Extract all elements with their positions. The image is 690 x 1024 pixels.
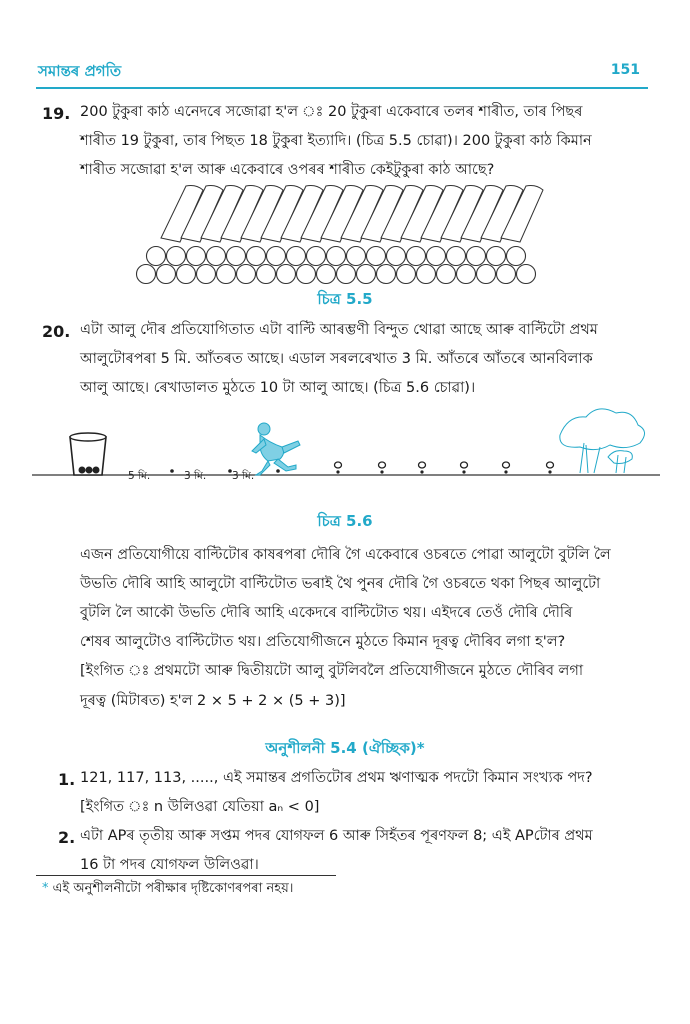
log-end xyxy=(147,247,166,266)
potato-icon xyxy=(461,462,468,468)
log-end xyxy=(327,247,346,266)
question-20-text xyxy=(80,316,598,403)
question-19-line: শাৰীত সজোৱা হ'ল আৰু একেবাৰে ওপৰৰ শাৰীত কেইটুকুৰা কাঠ আছে? xyxy=(80,162,495,178)
hint-line: [ইংগিত ঃ প্ৰথমটো আৰু দ্বিতীয়টো আলু বুটলিবলৈ প্ৰতিযোগীজনে মুঠতে দৌৰিব লগা xyxy=(80,663,584,679)
log-end xyxy=(227,247,246,266)
log-end xyxy=(277,265,296,284)
log-end xyxy=(267,247,286,266)
log-end xyxy=(437,265,456,284)
footnote xyxy=(42,879,293,900)
potato-icon xyxy=(335,462,342,468)
exercise-1-text xyxy=(80,764,593,822)
log-end xyxy=(407,247,426,266)
exercise-2-text xyxy=(80,822,593,880)
log-pile-figure xyxy=(130,178,550,288)
potato-mark xyxy=(380,470,383,473)
exercise-1-line: 121, 117, 113, ....., এই সমান্তৰ প্ৰগতিটোৰ প্ৰথম ঋণাত্মক পদটো কিমান সংখ্যক পদ? xyxy=(80,770,593,786)
distance-mark xyxy=(276,469,280,473)
log-end xyxy=(497,265,516,284)
potato-row xyxy=(335,462,554,474)
log-end xyxy=(447,247,466,266)
log-end xyxy=(217,265,236,284)
question-19-line: 200 টুকুৰা কাঠ এনেদৰে সজোৱা হ'ল ঃ 20 টুকুৰা একেবাৰে তলৰ শাৰীত, তাৰ পিছৰ xyxy=(80,104,583,120)
potato-mark xyxy=(462,470,465,473)
log-end xyxy=(187,247,206,266)
exercise-2-line: এটা APৰ তৃতীয় আৰু সপ্তম পদৰ যোগফল 6 আৰু সিহঁতৰ পূৰণফল 8; এই APটোৰ প্ৰথম xyxy=(80,828,593,844)
log-end xyxy=(357,265,376,284)
runner-icon xyxy=(252,423,300,475)
log-end xyxy=(237,265,256,284)
bucket-icon xyxy=(70,433,106,475)
log-end xyxy=(247,247,266,266)
distance-label: 3 মি. xyxy=(184,470,207,482)
running-header-title: সমান্তৰ প্ৰগতি xyxy=(38,62,122,80)
potato-icon xyxy=(419,462,426,468)
question-19-text xyxy=(80,98,592,185)
question-20-line: শেষৰ আলুটোও বাল্টিটোত থয়। প্ৰতিযোগীজনে মুঠতে কিমান দূৰত্ব দৌৰিব লগা হ'ল? xyxy=(80,634,566,650)
log-end xyxy=(477,265,496,284)
question-20-hint xyxy=(80,656,583,716)
log-end xyxy=(417,265,436,284)
question-20-line: এজন প্ৰতিযোগীয়ে বাল্টিটোৰ কাষৰপৰা দৌৰি গৈ একেবাৰে ওচৰতে পোৱা আলুটো বুটলি লৈ xyxy=(80,547,611,563)
log-end xyxy=(367,247,386,266)
footnote-text: এই অনুশীলনীটো পৰীক্ষাৰ দৃষ্টিকোণৰপৰা নহয়। xyxy=(52,881,294,896)
exercise-heading: অনুশীলনী 5.4 (ঐচ্ছিক)* xyxy=(265,739,425,757)
footnote-star: * xyxy=(42,881,49,896)
log-end xyxy=(387,247,406,266)
exercise-1-hint: [ইংগিত ঃ n উলিওৱা যেতিয়া aₙ < 0] xyxy=(80,799,320,815)
potato-icon xyxy=(503,462,510,468)
question-20-line: আলু আছে। ৰেখাডালত মুঠতে 10 টা আলু আছে। (চিত্ৰ 5.6 চোৱা)। xyxy=(80,380,476,396)
log-end xyxy=(157,265,176,284)
log-end xyxy=(317,265,336,284)
log-end xyxy=(307,247,326,266)
log-end xyxy=(467,247,486,266)
hint-line: দূৰত্ব (মিটাৰত) হ'ল 2 × 5 + 2 × (5 + 3)] xyxy=(80,693,346,709)
question-20-line: এটা আলু দৌৰ প্ৰতিযোগিতাত এটা বাল্টি আৰম্ভণী বিন্দুত থোৱা আছে আৰু বাল্টিটো প্ৰথম xyxy=(80,322,598,338)
question-19-line: শাৰীত 19 টুকুৰা, তাৰ পিছত 18 টুকুৰা ইত্যাদি। (চিত্ৰ 5.5 চোৱা)। 200 টুকুৰা কাঠ কিমান xyxy=(80,133,592,149)
question-20-line: উভতি দৌৰি আহি আলুটো বাল্টিটোত ভৰাই থৈ পুনৰ দৌৰি গৈ ওচৰতে থকা পিছৰ আলুটো xyxy=(80,576,601,592)
exercise-2-line: 16 টা পদৰ যোগফল উলিওৱা। xyxy=(80,857,259,873)
distance-label: 5 মি. xyxy=(128,470,151,482)
log-end xyxy=(457,265,476,284)
distance-label: 3 মি. xyxy=(232,470,255,482)
exercise-2-number: 2. xyxy=(58,828,76,847)
potato-race-figure xyxy=(20,395,670,485)
log-end xyxy=(397,265,416,284)
potato-mark xyxy=(548,470,551,473)
log-end xyxy=(337,265,356,284)
log-end xyxy=(297,265,316,284)
log-end xyxy=(257,265,276,284)
log-end xyxy=(177,265,196,284)
question-20-line: বুটলি লৈ আকৌ উভতি দৌৰি আহি একেদৰে বাল্টিটোত থয়। এইদৰে তেওঁ দৌৰি দৌৰি xyxy=(80,605,573,621)
potato-icon xyxy=(379,462,386,468)
log-end xyxy=(517,265,536,284)
log-end xyxy=(197,265,216,284)
footnote-rule xyxy=(36,875,336,876)
log-end xyxy=(427,247,446,266)
question-20-line: আলুটোৰপৰা 5 মি. আঁতৰত আছে। এডাল সৰলৰেখাত 3 মি. আঁতৰে আঁতৰে আনবিলাক xyxy=(80,351,593,367)
figure-5-6-caption: চিত্ৰ 5.6 xyxy=(317,512,373,530)
log-end xyxy=(507,247,526,266)
log-end xyxy=(487,247,506,266)
potato-icon xyxy=(547,462,554,468)
log-end xyxy=(287,247,306,266)
potato-mark xyxy=(336,470,339,473)
potato-mark xyxy=(504,470,507,473)
potato-mark xyxy=(420,470,423,473)
exercise-1-number: 1. xyxy=(58,770,76,789)
page-number: 151 xyxy=(610,62,640,78)
log-end xyxy=(167,247,186,266)
question-20-continued-text xyxy=(80,541,611,657)
question-19-number: 19. xyxy=(42,104,71,123)
question-20-number: 20. xyxy=(42,322,71,341)
header-rule xyxy=(36,87,648,89)
log-end xyxy=(137,265,156,284)
log-end xyxy=(207,247,226,266)
tree-icon xyxy=(560,409,645,473)
log-end xyxy=(377,265,396,284)
log-end xyxy=(347,247,366,266)
distance-mark xyxy=(170,469,174,473)
figure-5-5-caption: চিত্ৰ 5.5 xyxy=(317,290,373,308)
